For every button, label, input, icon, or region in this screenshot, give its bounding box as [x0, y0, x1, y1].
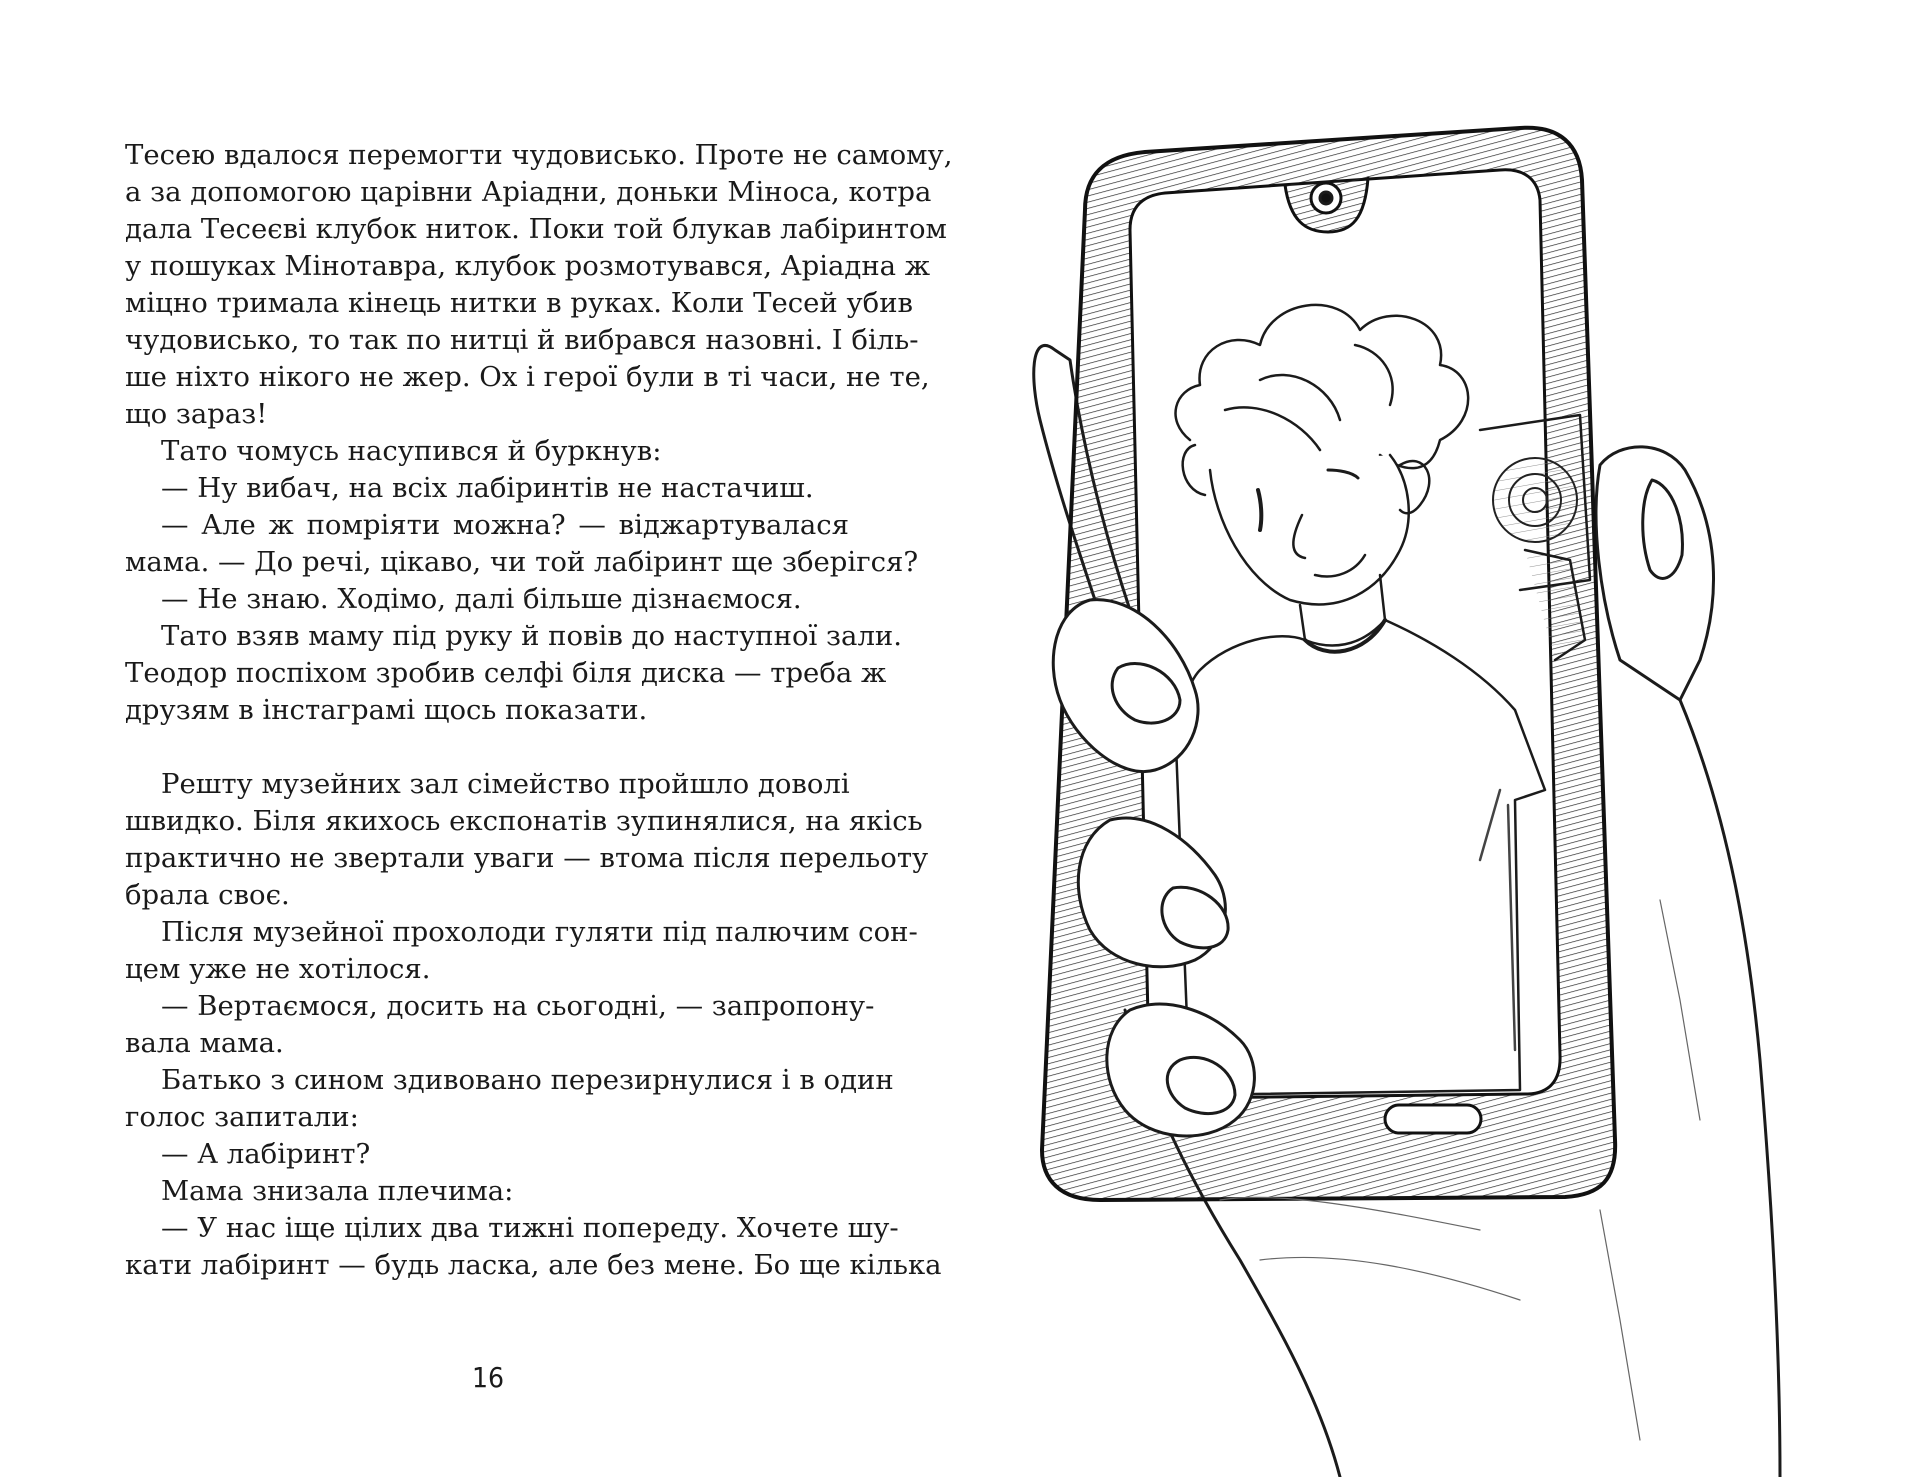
text-line: брала своє. [125, 879, 290, 911]
text-line: практично не звертали уваги — втома після перельоту [125, 842, 929, 874]
text-line: дала Тесеєві клубок ниток. Поки той блукав лабіринтом [125, 213, 947, 245]
section-break [125, 729, 849, 766]
text-line: мама. — До речі, цікаво, чи той лабіринт ще зберігся? [125, 546, 919, 578]
text-line: Тесею вдалося перемогти чудовисько. Проте не самому, [125, 139, 953, 171]
right-page [960, 0, 1920, 1477]
body-text [125, 137, 953, 1284]
text-line: кати лабіринт — будь ласка, але без мене. Бо ще кілька [125, 1249, 942, 1281]
page-number: 16 [472, 1361, 505, 1394]
text-line: цем уже не хотілося. [125, 953, 431, 985]
text-line: — У нас іще цілих два тижні попереду. Хочете шу- [161, 1212, 899, 1244]
text-line: Після музейної прохолоди гуляти під палючим сон- [161, 916, 918, 948]
hand-holding-phone-selfie-illustration [960, 0, 1920, 1477]
text-line: голос запитали: [125, 1101, 359, 1133]
text-line: — Не знаю. Ходімо, далі більше дізнаємося. [161, 583, 802, 615]
text-line: — А лабіринт? [161, 1138, 371, 1170]
text-line: вала мама. [125, 1027, 284, 1059]
text-line: ше ніхто нікого не жер. Ох і герої були в ті часи, не те, [125, 361, 930, 393]
text-line: Тато взяв маму під руку й повів до наступної зали. [161, 620, 902, 652]
text-line: а за допомогою царівни Аріадни, доньки Міноса, котра [125, 176, 932, 208]
text-line: чудовисько, то так по нитці й вибрався назовні. І біль- [125, 324, 919, 356]
text-line: Батько з сином здивовано перезирнулися і в один [161, 1064, 894, 1096]
text-line: — Ну вибач, на всіх лабіринтів не настачиш. [161, 472, 814, 504]
text-line: Решту музейних зал сімейство пройшло доволі [161, 768, 850, 800]
text-line: Мама знизала плечима: [161, 1175, 514, 1207]
text-line: Теодор поспіхом зробив селфі біля диска — треба ж [125, 657, 887, 689]
text-line: друзям в інстаграмі щось показати. [125, 694, 648, 726]
text-line: у пошуках Мінотавра, клубок розмотувався, Аріадна ж [125, 250, 931, 282]
text-line: — Але ж помріяти можна? — віджартувалася [161, 509, 849, 541]
text-line: міцно тримала кінець нитки в руках. Коли Тесей убив [125, 287, 914, 319]
text-line: — Вертаємося, досить на сьогодні, — запропону- [161, 990, 875, 1022]
text-line: швидко. Біля якихось експонатів зупинялися, на якісь [125, 805, 923, 837]
text-line: що зараз! [125, 398, 268, 430]
text-line: Тато чомусь насупився й буркнув: [161, 435, 662, 467]
